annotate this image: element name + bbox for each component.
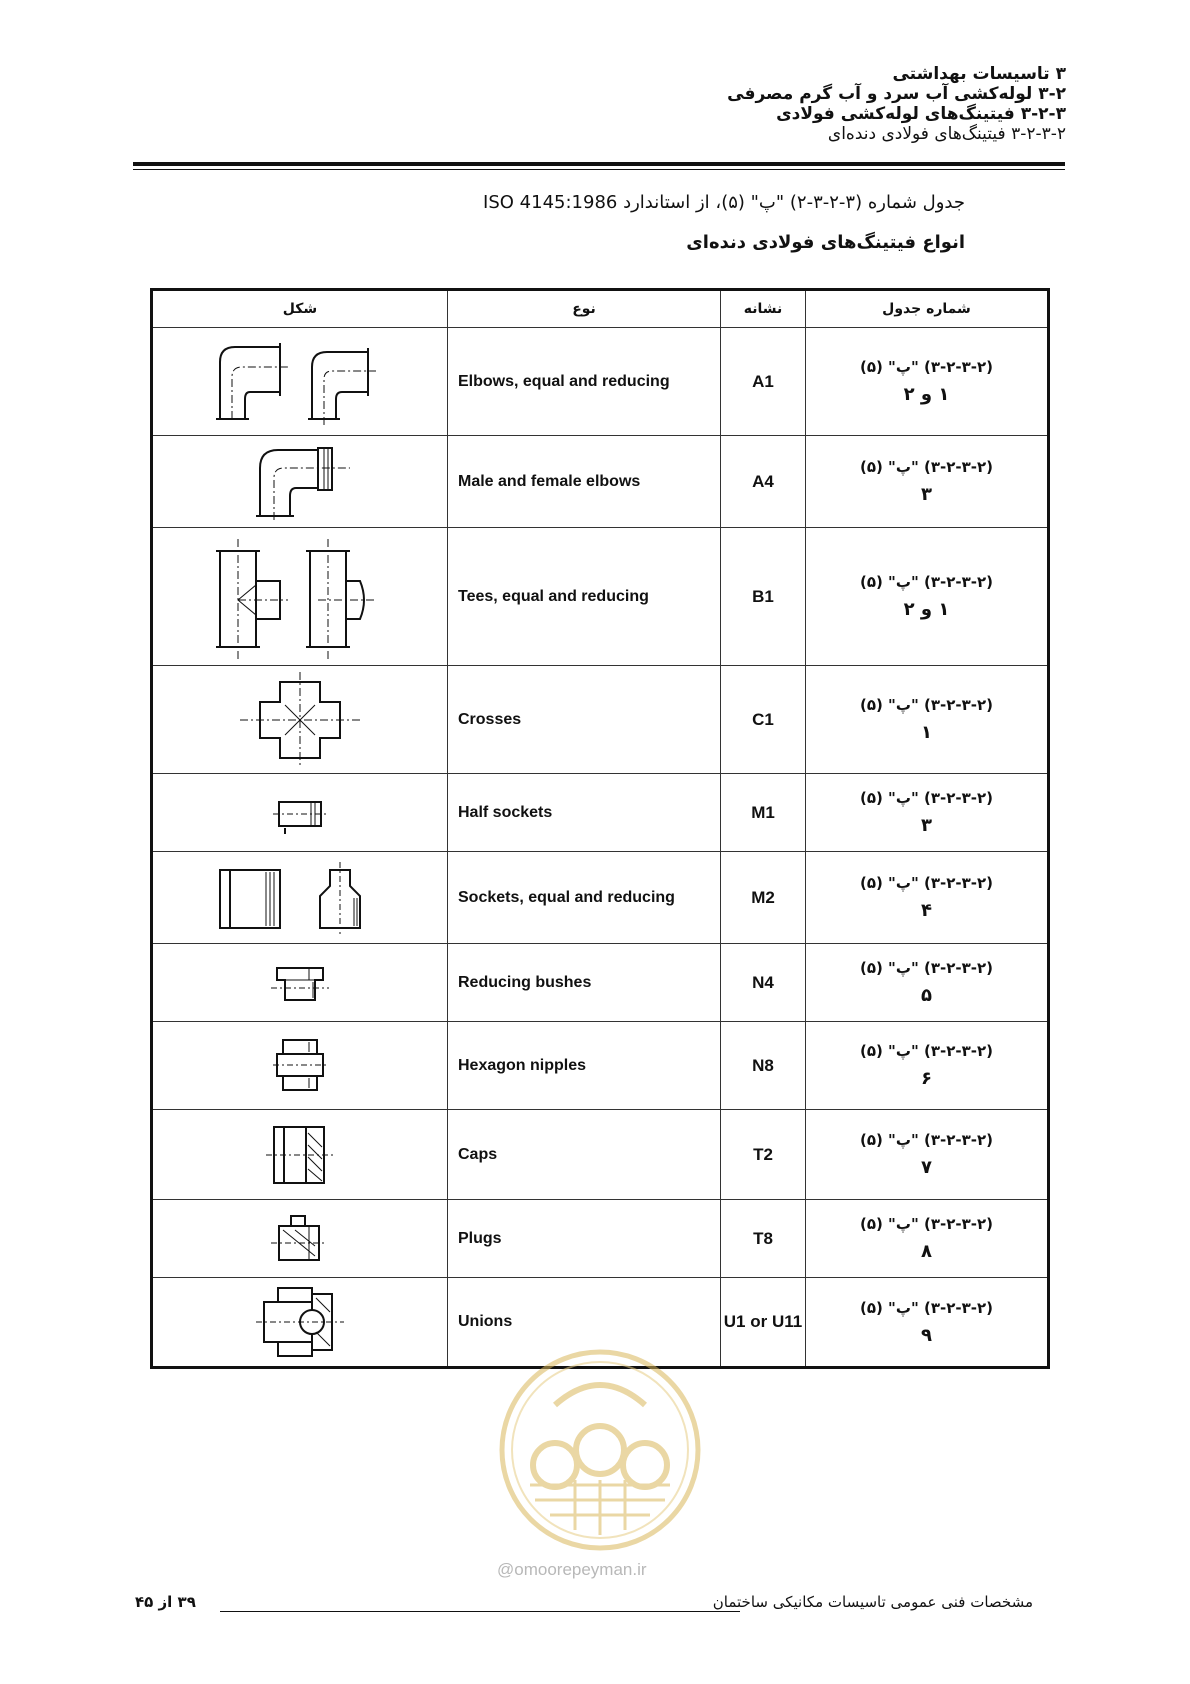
ref-figure-number: ۶ <box>921 1068 932 1089</box>
shape-cell <box>152 852 448 944</box>
table-row <box>152 528 1049 666</box>
elbow-pair-icon <box>200 337 400 427</box>
shape-cell <box>152 774 448 852</box>
fittings-table <box>150 288 1050 1369</box>
ref-figure-number: ۱ <box>921 722 932 743</box>
header-shape: شکل <box>152 290 448 328</box>
shape-cell <box>152 328 448 436</box>
header-line-1: ۳ تاسیسات بهداشتی <box>892 64 1066 84</box>
ref-cell <box>806 1022 1049 1110</box>
table-caption: جدول شماره (۳-۲-۳-۲) "پ" (۵)، از استاندارد ISO 4145:1986 <box>483 192 965 213</box>
ref-table-number: (۳-۲-۳-۲) "پ" (۵) <box>859 1131 994 1149</box>
ref-figure-number: ۳ <box>921 815 932 836</box>
socket-pair-icon <box>200 862 400 934</box>
type-cell: Plugs <box>448 1200 721 1278</box>
header-line-3: ۳-۲-۳ فیتینگ‌های لوله‌کشی فولادی <box>776 104 1066 124</box>
ref-figure-number: ۱ و ۲ <box>903 384 950 405</box>
hexagon-nipple-icon <box>265 1034 335 1098</box>
cross-icon <box>235 672 365 768</box>
ref-table-number: (۳-۲-۳-۲) "پ" (۵) <box>859 789 994 807</box>
ref-figure-number: ۸ <box>921 1241 932 1262</box>
ref-table-number: (۳-۲-۳-۲) "پ" (۵) <box>859 573 994 591</box>
table-row <box>152 944 1049 1022</box>
shape-cell <box>152 436 448 528</box>
table-row <box>152 774 1049 852</box>
shape-cell <box>152 528 448 666</box>
ref-cell <box>806 328 1049 436</box>
type-cell: Unions <box>448 1278 721 1368</box>
ref-table-number: (۳-۲-۳-۲) "پ" (۵) <box>859 1298 994 1317</box>
table-subtitle: انواع فیتینگ‌های فولادی دنده‌ای <box>686 232 965 253</box>
ref-figure-number: ۷ <box>921 1157 932 1178</box>
code-cell: T2 <box>721 1110 806 1200</box>
ref-figure-number: ۴ <box>921 900 932 921</box>
type-cell: Elbows, equal and reducing <box>448 328 721 436</box>
code-cell: M1 <box>721 774 806 852</box>
table-header-row <box>152 290 1049 328</box>
shape-cell <box>152 666 448 774</box>
ref-figure-number: ۱ و ۲ <box>903 599 950 620</box>
male-female-elbow-icon <box>240 440 360 524</box>
ref-table-number: (۳-۲-۳-۲) "پ" (۵) <box>859 1215 994 1233</box>
union-icon <box>250 1282 350 1362</box>
shape-cell <box>152 1022 448 1110</box>
code-cell: M2 <box>721 852 806 944</box>
ref-table-number: (۳-۲-۳-۲) "پ" (۵) <box>859 458 994 476</box>
ref-cell <box>806 436 1049 528</box>
header-rule-thin <box>133 169 1065 170</box>
footer-title: مشخصات فنی عمومی تاسیسات مکانیکی ساختمان <box>712 1593 1033 1611</box>
ref-figure-number: ۵ <box>921 985 932 1006</box>
ref-cell <box>806 1110 1049 1200</box>
table-row <box>152 1110 1049 1200</box>
footer-rule <box>220 1611 740 1612</box>
table-row <box>152 666 1049 774</box>
ref-cell <box>806 774 1049 852</box>
ref-cell <box>806 528 1049 666</box>
code-cell: U1 or U11 <box>721 1278 806 1368</box>
ref-cell <box>806 1200 1049 1278</box>
table-row <box>152 436 1049 528</box>
ref-cell <box>806 666 1049 774</box>
code-cell: A4 <box>721 436 806 528</box>
cap-icon <box>260 1119 340 1191</box>
header-line-4: ۳-۲-۳-۲ فیتینگ‌های فولادی دنده‌ای <box>827 124 1066 144</box>
code-cell: T8 <box>721 1200 806 1278</box>
type-cell: Hexagon nipples <box>448 1022 721 1110</box>
watermark-site: @omoorepeyman.ir <box>497 1560 647 1579</box>
ref-cell <box>806 852 1049 944</box>
plug-icon <box>265 1212 335 1266</box>
shape-cell <box>152 1110 448 1200</box>
header-rule-thick <box>133 162 1065 166</box>
table-row <box>152 1022 1049 1110</box>
type-cell: Crosses <box>448 666 721 774</box>
code-cell: B1 <box>721 528 806 666</box>
shape-cell <box>152 944 448 1022</box>
shape-cell <box>152 1278 448 1368</box>
watermark-logo <box>495 1345 705 1555</box>
ref-table-number: (۳-۲-۳-۲) "پ" (۵) <box>859 696 994 714</box>
ref-table-number: (۳-۲-۳-۲) "پ" (۵) <box>859 358 994 376</box>
ref-figure-number: ۳ <box>921 484 932 505</box>
ref-cell <box>806 944 1049 1022</box>
ref-figure-number: ۹ <box>921 1324 932 1346</box>
type-cell: Half sockets <box>448 774 721 852</box>
header-line-2: ۳-۲ لوله‌کشی آب سرد و آب گرم مصرفی <box>727 84 1066 104</box>
type-cell: Reducing bushes <box>448 944 721 1022</box>
ref-table-number: (۳-۲-۳-۲) "پ" (۵) <box>859 874 994 892</box>
type-cell: Caps <box>448 1110 721 1200</box>
table-row <box>152 852 1049 944</box>
document-header <box>266 64 1066 144</box>
tee-pair-icon <box>200 535 400 659</box>
ref-table-number: (۳-۲-۳-۲) "پ" (۵) <box>859 1042 994 1060</box>
code-cell: N4 <box>721 944 806 1022</box>
ref-cell <box>806 1278 1049 1368</box>
reducing-bush-icon <box>265 958 335 1008</box>
header-type: نوع <box>448 290 721 328</box>
half-socket-icon <box>265 788 335 838</box>
type-cell: Male and female elbows <box>448 436 721 528</box>
shape-cell <box>152 1200 448 1278</box>
code-cell: N8 <box>721 1022 806 1110</box>
table-row <box>152 1200 1049 1278</box>
code-cell: C1 <box>721 666 806 774</box>
ref-table-number: (۳-۲-۳-۲) "پ" (۵) <box>859 959 994 977</box>
header-code: نشانه <box>721 290 806 328</box>
table-row <box>152 328 1049 436</box>
type-cell: Sockets, equal and reducing <box>448 852 721 944</box>
page-number: ۳۹ از ۴۵ <box>135 1593 196 1611</box>
header-ref: شماره جدول <box>806 290 1049 328</box>
type-cell: Tees, equal and reducing <box>448 528 721 666</box>
code-cell: A1 <box>721 328 806 436</box>
